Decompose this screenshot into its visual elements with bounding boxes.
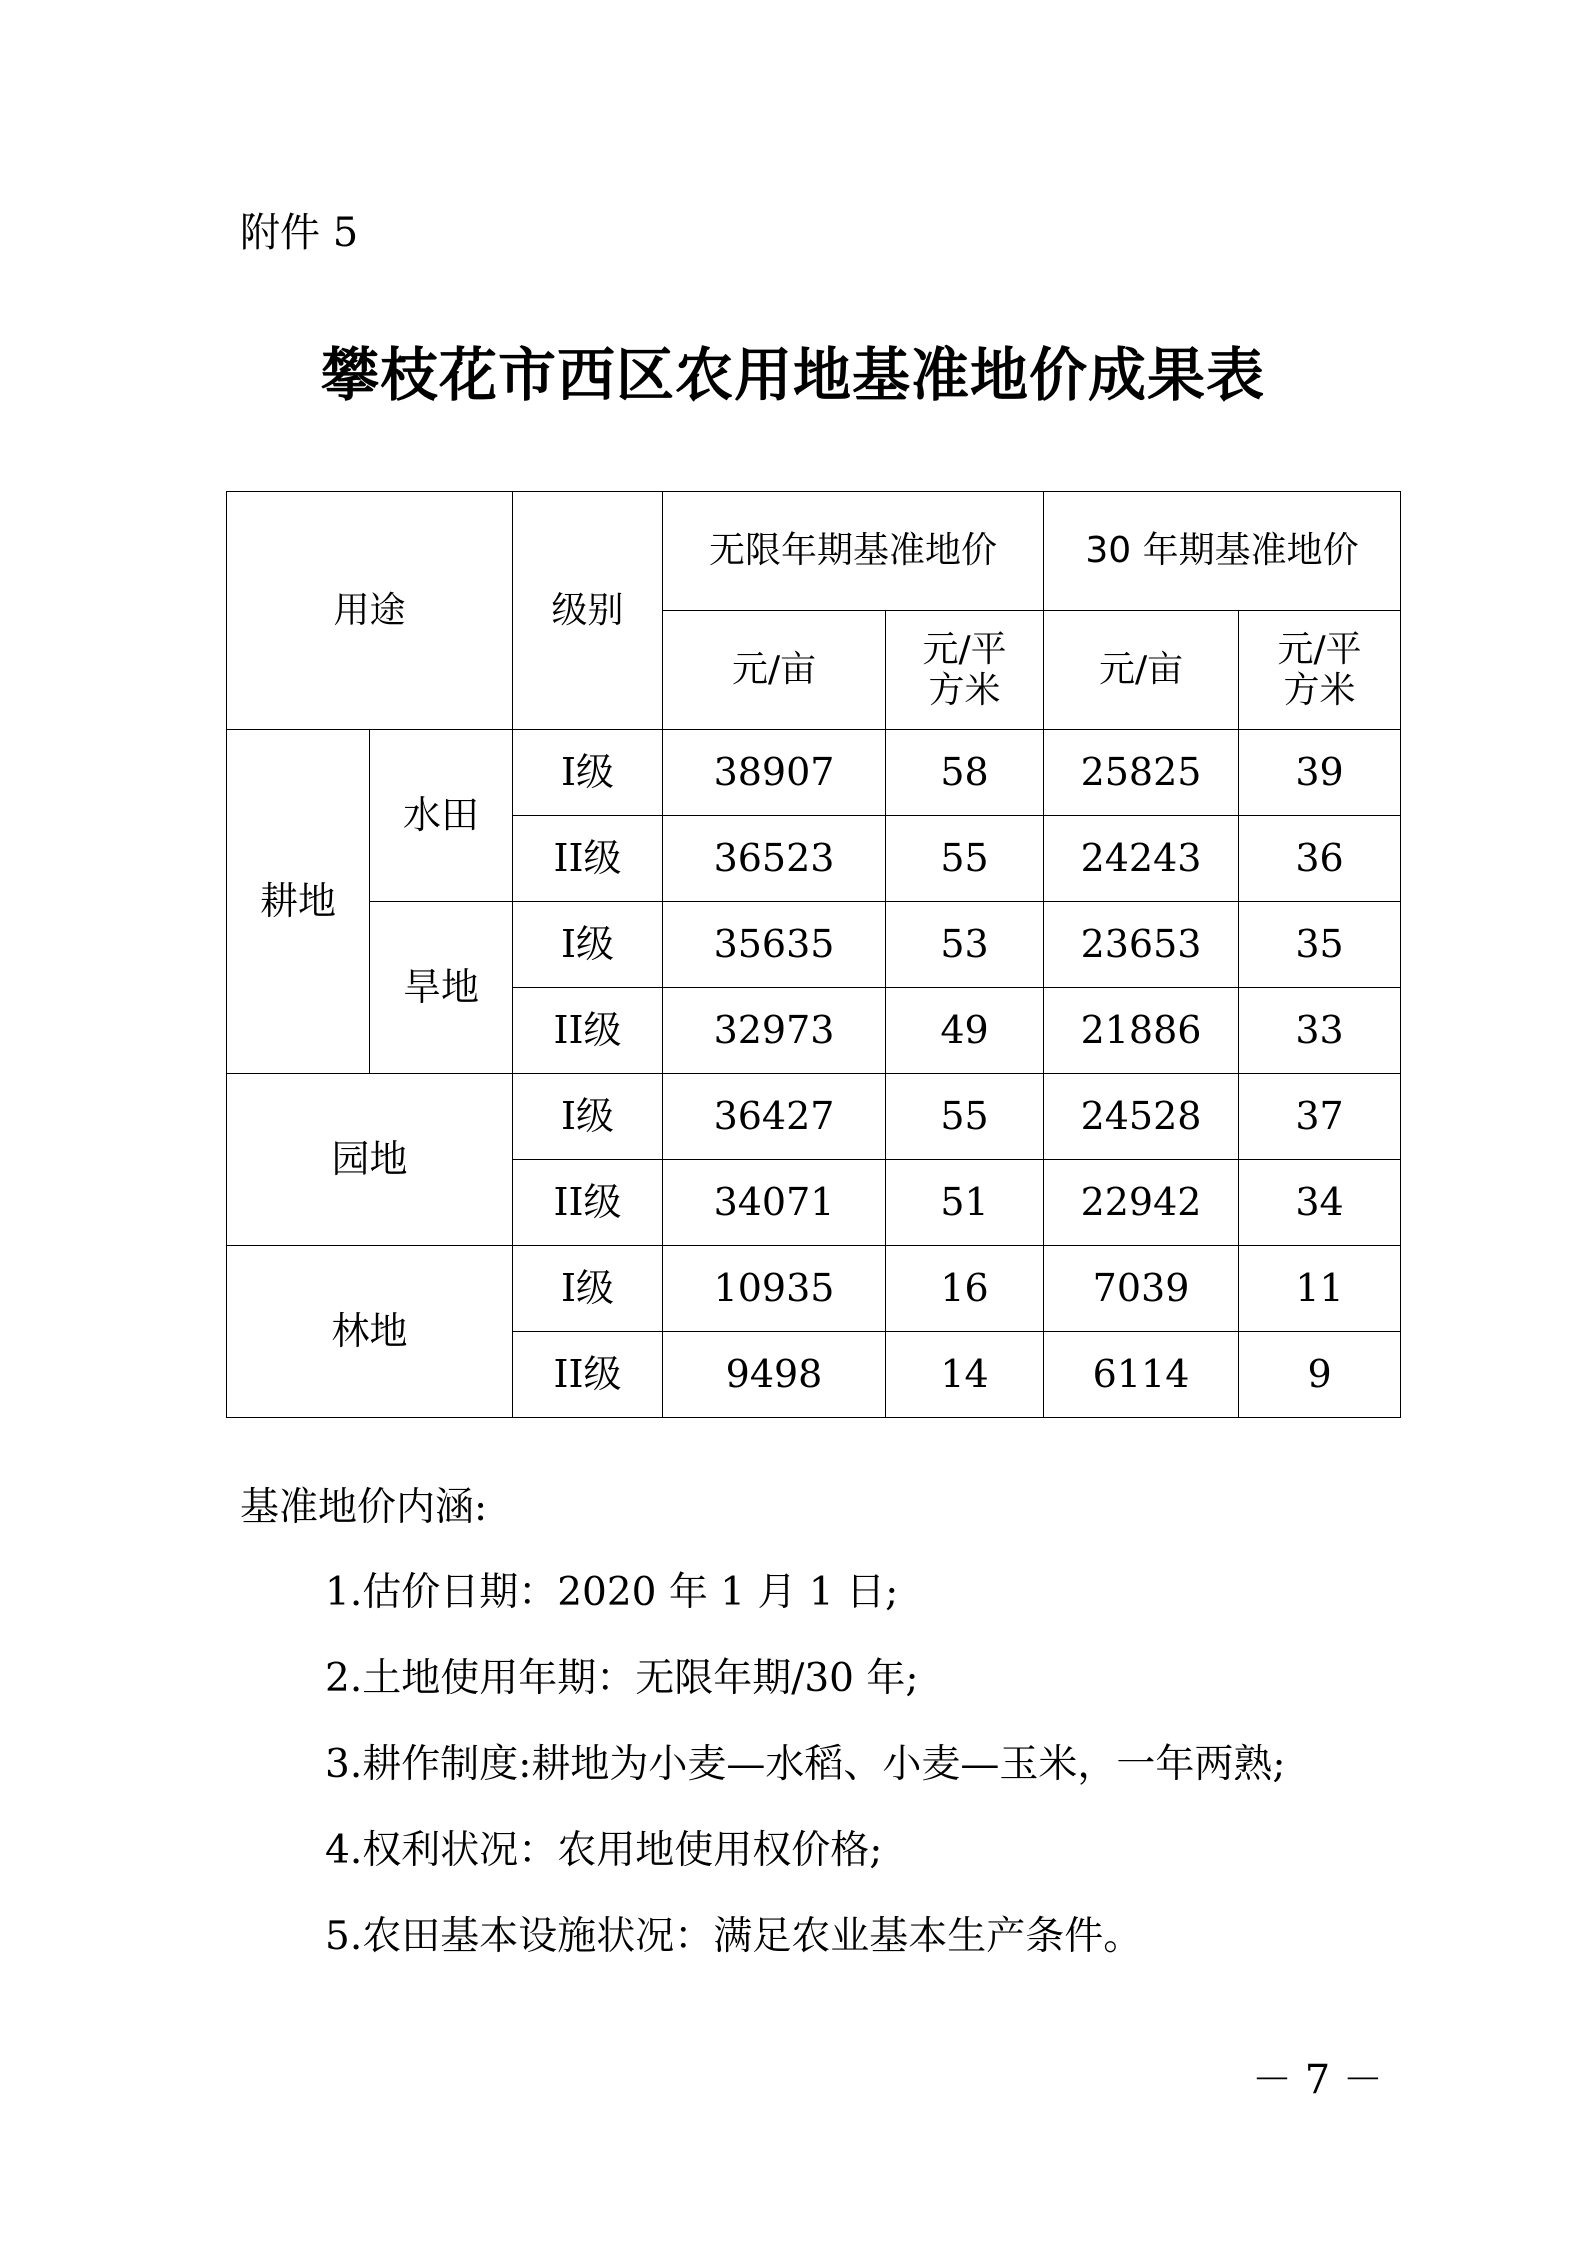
value-cell: 58 bbox=[886, 730, 1044, 816]
value-cell: 37 bbox=[1239, 1074, 1401, 1160]
subgroup-paddy: 水田 bbox=[370, 730, 513, 902]
table-row bbox=[227, 730, 1401, 816]
grade-cell: II级 bbox=[513, 1332, 663, 1418]
value-cell: 36523 bbox=[663, 816, 886, 902]
value-cell: 21886 bbox=[1044, 988, 1239, 1074]
note-land-use-term: 2.土地使用年期：无限年期/30 年; bbox=[325, 1656, 919, 1701]
value-cell: 9 bbox=[1239, 1332, 1401, 1418]
value-cell: 36427 bbox=[663, 1074, 886, 1160]
value-cell: 35 bbox=[1239, 902, 1401, 988]
grade-cell: I级 bbox=[513, 1246, 663, 1332]
notes-heading: 基准地价内涵: bbox=[240, 1485, 488, 1530]
grade-cell: I级 bbox=[513, 902, 663, 988]
note-rights-status: 4.权利状况：农用地使用权价格; bbox=[325, 1828, 883, 1873]
group-garden: 园地 bbox=[227, 1074, 513, 1246]
value-cell: 53 bbox=[886, 902, 1044, 988]
attachment-label: 附件 5 bbox=[240, 210, 359, 256]
value-cell: 35635 bbox=[663, 902, 886, 988]
grade-cell: II级 bbox=[513, 1160, 663, 1246]
value-cell: 38907 bbox=[663, 730, 886, 816]
value-cell: 6114 bbox=[1044, 1332, 1239, 1418]
note-valuation-date: 1.估价日期：2020 年 1 月 1 日; bbox=[325, 1570, 899, 1615]
value-cell: 34 bbox=[1239, 1160, 1401, 1246]
header-unit-sqm-30: 元/平 方米 bbox=[1239, 611, 1401, 730]
grade-cell: II级 bbox=[513, 988, 663, 1074]
note-infrastructure: 5.农田基本设施状况：满足农业基本生产条件。 bbox=[325, 1914, 1143, 1959]
table-row bbox=[227, 1074, 1401, 1160]
subgroup-dry-land: 旱地 bbox=[370, 902, 513, 1074]
value-cell: 49 bbox=[886, 988, 1044, 1074]
value-cell: 24243 bbox=[1044, 816, 1239, 902]
table-row bbox=[227, 1246, 1401, 1332]
value-cell: 34071 bbox=[663, 1160, 886, 1246]
grade-cell: I级 bbox=[513, 1074, 663, 1160]
value-cell: 36 bbox=[1239, 816, 1401, 902]
header-grade: 级别 bbox=[513, 492, 663, 730]
page-title: 攀枝花市西区农用地基准地价成果表 bbox=[320, 341, 1265, 409]
value-cell: 7039 bbox=[1044, 1246, 1239, 1332]
value-cell: 32973 bbox=[663, 988, 886, 1074]
value-cell: 55 bbox=[886, 1074, 1044, 1160]
group-farmland: 耕地 bbox=[227, 730, 370, 1074]
grade-cell: I级 bbox=[513, 730, 663, 816]
value-cell: 23653 bbox=[1044, 902, 1239, 988]
group-forest: 林地 bbox=[227, 1246, 513, 1418]
header-unit-sqm: 元/平 方米 bbox=[886, 611, 1044, 730]
value-cell: 11 bbox=[1239, 1246, 1401, 1332]
header-30-year-term: 30 年期基准地价 bbox=[1044, 492, 1401, 611]
header-unlimited-term: 无限年期基准地价 bbox=[663, 492, 1044, 611]
header-unit-mu-30: 元/亩 bbox=[1044, 611, 1239, 730]
land-price-table bbox=[226, 491, 1401, 1418]
table-row bbox=[227, 902, 1401, 988]
header-use: 用途 bbox=[227, 492, 513, 730]
value-cell: 33 bbox=[1239, 988, 1401, 1074]
value-cell: 39 bbox=[1239, 730, 1401, 816]
value-cell: 25825 bbox=[1044, 730, 1239, 816]
value-cell: 55 bbox=[886, 816, 1044, 902]
header-unit-mu: 元/亩 bbox=[663, 611, 886, 730]
value-cell: 9498 bbox=[663, 1332, 886, 1418]
value-cell: 14 bbox=[886, 1332, 1044, 1418]
value-cell: 16 bbox=[886, 1246, 1044, 1332]
page-number: － 7 － bbox=[1252, 2057, 1383, 2103]
value-cell: 22942 bbox=[1044, 1160, 1239, 1246]
grade-cell: II级 bbox=[513, 816, 663, 902]
value-cell: 51 bbox=[886, 1160, 1044, 1246]
note-farming-system: 3.耕作制度:耕地为小麦—水稻、小麦—玉米，一年两熟; bbox=[325, 1742, 1286, 1787]
value-cell: 24528 bbox=[1044, 1074, 1239, 1160]
value-cell: 10935 bbox=[663, 1246, 886, 1332]
